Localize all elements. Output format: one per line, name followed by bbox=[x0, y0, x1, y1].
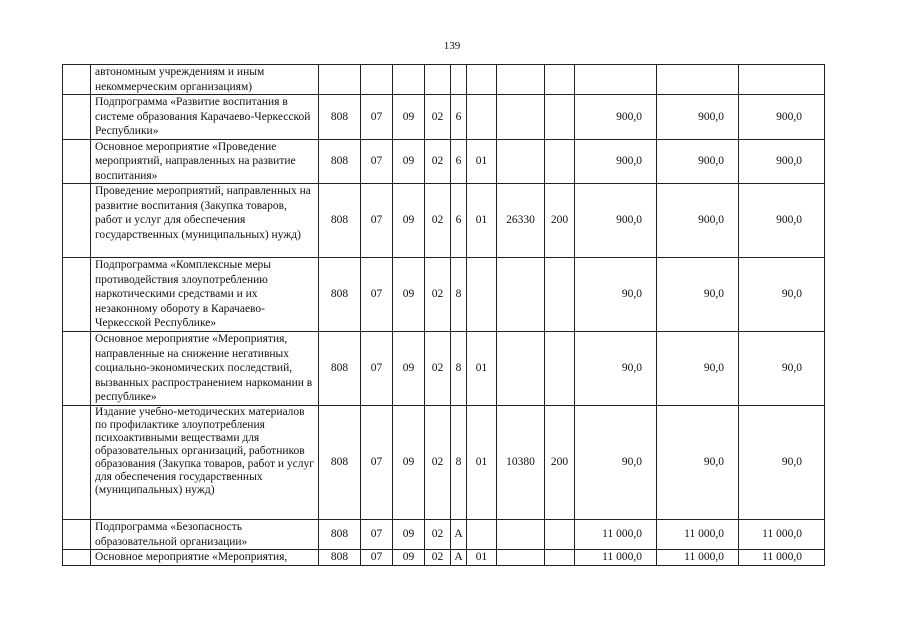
amount-year-2-cell: 90,0 bbox=[657, 258, 739, 332]
amount-year-3-cell: 90,0 bbox=[739, 258, 825, 332]
amount-year-3-cell: 900,0 bbox=[739, 95, 825, 140]
code-section-cell: 07 bbox=[361, 184, 393, 258]
code-activity-cell: 01 bbox=[467, 139, 497, 184]
code-program-cell: 02 bbox=[425, 550, 451, 566]
amount-year-2-cell: 11 000,0 bbox=[657, 520, 739, 550]
amount-year-1-cell bbox=[575, 65, 657, 95]
amount-year-1-cell: 900,0 bbox=[575, 95, 657, 140]
code-activity-cell: 01 bbox=[467, 406, 497, 520]
budget-table bbox=[62, 64, 825, 566]
amount-year-3-cell: 11 000,0 bbox=[739, 550, 825, 566]
code-section-cell: 07 bbox=[361, 258, 393, 332]
code-direction-cell bbox=[497, 95, 545, 140]
amount-year-1-cell: 11 000,0 bbox=[575, 550, 657, 566]
code-section-cell bbox=[361, 65, 393, 95]
code-activity-cell: 01 bbox=[467, 332, 497, 406]
row-index-cell bbox=[63, 406, 91, 520]
amount-year-2-cell: 900,0 bbox=[657, 95, 739, 140]
code-subprogram-cell: 6 bbox=[451, 95, 467, 140]
code-expense-type-cell bbox=[545, 520, 575, 550]
code-ministry-cell: 808 bbox=[319, 550, 361, 566]
code-expense-type-cell bbox=[545, 550, 575, 566]
item-name-cell: Проведение мероприятий, направленных на развитие воспитания (Закупка товаров, работ и услуг для обеспечения государственных (муниципальных) нужд) bbox=[91, 184, 319, 258]
code-subsection-cell: 09 bbox=[393, 139, 425, 184]
code-section-cell: 07 bbox=[361, 95, 393, 140]
code-direction-cell bbox=[497, 520, 545, 550]
amount-year-3-cell bbox=[739, 65, 825, 95]
code-program-cell: 02 bbox=[425, 406, 451, 520]
code-subprogram-cell bbox=[451, 65, 467, 95]
code-subsection-cell: 09 bbox=[393, 95, 425, 140]
code-program-cell: 02 bbox=[425, 520, 451, 550]
code-program-cell: 02 bbox=[425, 139, 451, 184]
code-section-cell: 07 bbox=[361, 520, 393, 550]
code-direction-cell bbox=[497, 258, 545, 332]
code-ministry-cell: 808 bbox=[319, 184, 361, 258]
code-direction-cell bbox=[497, 139, 545, 184]
amount-year-1-cell: 900,0 bbox=[575, 139, 657, 184]
amount-year-2-cell: 11 000,0 bbox=[657, 550, 739, 566]
table-row bbox=[63, 184, 825, 258]
table-row bbox=[63, 95, 825, 140]
row-index-cell bbox=[63, 95, 91, 140]
code-activity-cell bbox=[467, 258, 497, 332]
code-subsection-cell: 09 bbox=[393, 184, 425, 258]
amount-year-2-cell bbox=[657, 65, 739, 95]
code-program-cell: 02 bbox=[425, 258, 451, 332]
table-row bbox=[63, 258, 825, 332]
code-subprogram-cell: 8 bbox=[451, 258, 467, 332]
item-name-cell: Основное мероприятие «Проведение мероприятий, направленных на развитие воспитания» bbox=[91, 139, 319, 184]
code-ministry-cell: 808 bbox=[319, 95, 361, 140]
amount-year-1-cell: 900,0 bbox=[575, 184, 657, 258]
amount-year-3-cell: 90,0 bbox=[739, 332, 825, 406]
code-subsection-cell: 09 bbox=[393, 258, 425, 332]
code-ministry-cell bbox=[319, 65, 361, 95]
amount-year-1-cell: 90,0 bbox=[575, 406, 657, 520]
item-name-cell: Подпрограмма «Комплексные меры противодействия злоупотреблению наркотическими средствами и их незаконному обороту в Карачаево-Черкесской Республике» bbox=[91, 258, 319, 332]
amount-year-3-cell: 90,0 bbox=[739, 406, 825, 520]
table-row bbox=[63, 65, 825, 95]
code-ministry-cell: 808 bbox=[319, 139, 361, 184]
row-index-cell bbox=[63, 139, 91, 184]
amount-year-1-cell: 90,0 bbox=[575, 332, 657, 406]
amount-year-3-cell: 900,0 bbox=[739, 139, 825, 184]
amount-year-3-cell: 900,0 bbox=[739, 184, 825, 258]
code-activity-cell: 01 bbox=[467, 184, 497, 258]
code-expense-type-cell bbox=[545, 258, 575, 332]
amount-year-2-cell: 90,0 bbox=[657, 332, 739, 406]
code-subprogram-cell: 6 bbox=[451, 139, 467, 184]
amount-year-3-cell: 11 000,0 bbox=[739, 520, 825, 550]
row-index-cell bbox=[63, 65, 91, 95]
row-index-cell bbox=[63, 258, 91, 332]
budget-table-body bbox=[63, 65, 825, 566]
code-program-cell: 02 bbox=[425, 184, 451, 258]
code-activity-cell: 01 bbox=[467, 550, 497, 566]
code-ministry-cell: 808 bbox=[319, 332, 361, 406]
code-expense-type-cell bbox=[545, 65, 575, 95]
amount-year-1-cell: 90,0 bbox=[575, 258, 657, 332]
code-activity-cell bbox=[467, 65, 497, 95]
code-subsection-cell: 09 bbox=[393, 550, 425, 566]
code-direction-cell: 10380 bbox=[497, 406, 545, 520]
code-subprogram-cell: 6 bbox=[451, 184, 467, 258]
amount-year-2-cell: 900,0 bbox=[657, 184, 739, 258]
item-name-cell: автономным учреждениям и иным некоммерческим организациям) bbox=[91, 65, 319, 95]
code-program-cell bbox=[425, 65, 451, 95]
row-index-cell bbox=[63, 550, 91, 566]
row-index-cell bbox=[63, 520, 91, 550]
code-subsection-cell: 09 bbox=[393, 332, 425, 406]
code-subsection-cell: 09 bbox=[393, 520, 425, 550]
item-name-cell: Основное мероприятие «Мероприятия, направленные на снижение негативных социально-экономических последствий, вызванных распространением наркомании в республике» bbox=[91, 332, 319, 406]
code-activity-cell bbox=[467, 520, 497, 550]
table-row bbox=[63, 550, 825, 566]
page-number: 139 bbox=[443, 40, 461, 52]
table-row bbox=[63, 406, 825, 520]
code-section-cell: 07 bbox=[361, 139, 393, 184]
item-name-cell: Издание учебно-методических материалов по профилактике злоупотребления психоактивными веществами для образовательных организаций, работников образования (Закупка товаров, работ и услуг для обеспечения государственных (муниципальных) нужд) bbox=[91, 406, 319, 520]
code-section-cell: 07 bbox=[361, 332, 393, 406]
amount-year-2-cell: 90,0 bbox=[657, 406, 739, 520]
amount-year-1-cell: 11 000,0 bbox=[575, 520, 657, 550]
code-subprogram-cell: 8 bbox=[451, 406, 467, 520]
table-row bbox=[63, 332, 825, 406]
code-direction-cell bbox=[497, 332, 545, 406]
code-ministry-cell: 808 bbox=[319, 520, 361, 550]
code-ministry-cell: 808 bbox=[319, 258, 361, 332]
code-expense-type-cell bbox=[545, 332, 575, 406]
code-expense-type-cell: 200 bbox=[545, 184, 575, 258]
table-row bbox=[63, 139, 825, 184]
amount-year-2-cell: 900,0 bbox=[657, 139, 739, 184]
table-row bbox=[63, 520, 825, 550]
code-program-cell: 02 bbox=[425, 332, 451, 406]
item-name-cell: Подпрограмма «Безопасность образовательной организации» bbox=[91, 520, 319, 550]
row-index-cell bbox=[63, 332, 91, 406]
item-name-cell: Подпрограмма «Развитие воспитания в системе образования Карачаево-Черкесской Республики» bbox=[91, 95, 319, 140]
code-subprogram-cell: А bbox=[451, 550, 467, 566]
code-program-cell: 02 bbox=[425, 95, 451, 140]
code-direction-cell bbox=[497, 550, 545, 566]
code-activity-cell bbox=[467, 95, 497, 140]
code-subsection-cell bbox=[393, 65, 425, 95]
code-direction-cell bbox=[497, 65, 545, 95]
code-direction-cell: 26330 bbox=[497, 184, 545, 258]
code-subprogram-cell: А bbox=[451, 520, 467, 550]
code-expense-type-cell: 200 bbox=[545, 406, 575, 520]
code-ministry-cell: 808 bbox=[319, 406, 361, 520]
code-expense-type-cell bbox=[545, 95, 575, 140]
code-subprogram-cell: 8 bbox=[451, 332, 467, 406]
row-index-cell bbox=[63, 184, 91, 258]
code-expense-type-cell bbox=[545, 139, 575, 184]
code-subsection-cell: 09 bbox=[393, 406, 425, 520]
code-section-cell: 07 bbox=[361, 406, 393, 520]
code-section-cell: 07 bbox=[361, 550, 393, 566]
item-name-cell: Основное мероприятие «Мероприятия, bbox=[91, 550, 319, 566]
